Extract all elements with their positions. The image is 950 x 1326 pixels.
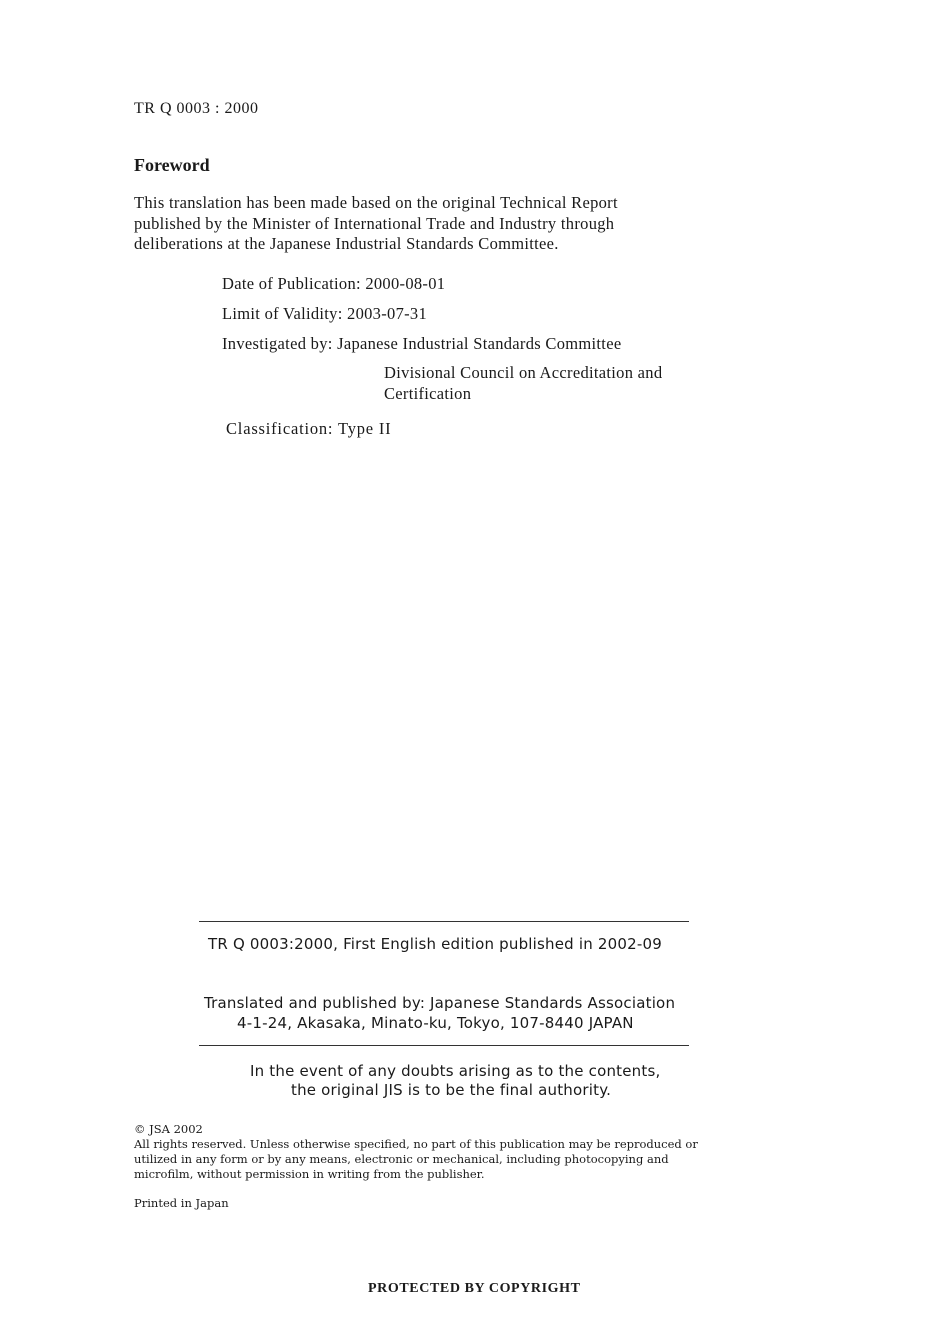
divider [199,921,689,922]
edition-line: TR Q 0003:2000, First English edition published in 2002-09 [208,935,662,953]
investigated-by [222,334,621,354]
divider [199,1045,689,1046]
investigated-line-3: Certification [384,384,472,403]
printed-in: Printed in Japan [134,1196,229,1210]
limit-label: Limit of Validity: [222,304,343,323]
publisher-line-1: Translated and published by: Japanese Standards Association [204,994,676,1012]
authority-line-1: In the event of any doubts arising as to the contents, [250,1062,661,1080]
classification-value: Type II [337,419,392,438]
copyright-notice: © JSA 2002 [134,1122,203,1136]
foreword-paragraph [134,193,618,255]
foreword-title: Foreword [134,155,210,175]
classification-label: Classification: [226,419,334,438]
investigated-label: Investigated by: [222,334,333,353]
rights-line: All rights reserved. Unless otherwise specified, no part of this publication may be reproduced or [134,1137,698,1151]
date-label: Date of Publication: [222,274,361,293]
foreword-line: This translation has been made based on the original Technical Report [134,193,618,212]
limit-value: 2003-07-31 [347,304,428,323]
rights-line: utilized in any form or by any means, electronic or mechanical, including photocopying and [134,1152,669,1166]
classification [226,419,391,439]
publication-date [222,274,445,294]
investigated-line-2: Divisional Council on Accreditation and [384,363,663,382]
foreword-line: deliberations at the Japanese Industrial Standards Committee. [134,234,559,253]
document-id: TR Q 0003 : 2000 [134,100,259,117]
investigated-value: Japanese Industrial Standards Committee [337,334,622,353]
authority-line-2: the original JIS is to be the final authority. [291,1081,612,1099]
date-value: 2000-08-01 [365,274,446,293]
rights-text [134,1137,698,1182]
validity-limit [222,304,427,324]
protected-by-copyright: PROTECTED BY COPYRIGHT [368,1281,581,1296]
foreword-line: published by the Minister of International Trade and Industry through [134,213,615,233]
publisher-line-2: 4-1-24, Akasaka, Minato-ku, Tokyo, 107-8440 JAPAN [237,1014,634,1032]
rights-line: microfilm, without permission in writing from the publisher. [134,1167,485,1181]
